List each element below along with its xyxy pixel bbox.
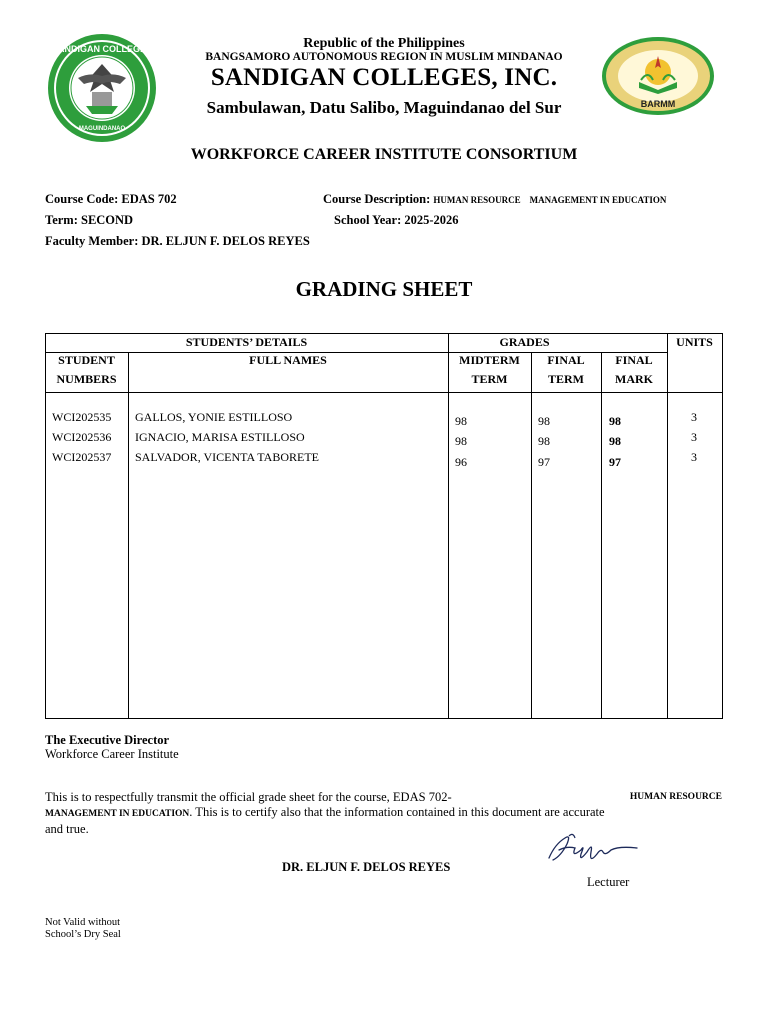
final-mark: 98 [609,414,621,428]
midterm-grade: 98 [455,434,467,448]
faculty-member: Faculty Member: DR. ELJUN F. DELOS REYES [45,234,310,248]
course-code: Course Code: EDAS 702 [45,192,177,206]
addressee-org: Workforce Career Institute [45,747,179,761]
republic-line: Republic of the Philippines [303,36,465,51]
student-numbers-header [45,351,128,389]
school-name: SANDIGAN COLLEGES, INC. [210,64,558,91]
final-term-grade: 98 [538,414,550,428]
transmittal-text-2: . This is to certify also that the information contained in this document are accurate [189,805,605,819]
midterm-grade: 96 [455,455,467,469]
final-term-grade: 97 [538,455,550,469]
school-address: Sambulawan, Datu Salibo, Maguindanao del Sur [206,98,562,117]
signatory-role: Lecturer [587,875,630,889]
term: Term: SECOND [45,213,134,227]
student-numbers-header-line2: NUMBERS [56,372,117,386]
transmittal-course-caps-1: HUMAN RESOURCE [629,792,722,802]
region-line: BANGSAMORO AUTONOMOUS REGION IN MUSLIM MINDANAO [205,51,563,63]
dry-seal-note-line2: School’s Dry Seal [45,929,121,940]
midterm-grade: 98 [455,414,467,428]
school-year: School Year: 2025-2026 [334,213,459,227]
institute-title: WORKFORCE CAREER INSTITUTE CONSORTIUM [190,146,578,163]
units: 3 [691,410,697,424]
midterm-header-line2: TERM [471,372,508,386]
final-term-header-line2: TERM [548,372,584,386]
units-header: UNITS [676,335,713,349]
student-name: GALLOS, YONIE ESTILLOSO [135,410,293,424]
addressee-title: The Executive Director [45,733,170,747]
midterm-header [448,351,531,389]
final-term-grade: 98 [538,434,550,448]
svg-text:MAGUINDANAO: MAGUINDANAO [78,126,126,132]
final-mark: 98 [609,434,621,448]
dry-seal-note [45,917,121,941]
student-number: WCI202537 [52,450,112,464]
student-numbers-header-line1: STUDENT [58,353,115,367]
final-mark-header-line1: FINAL [615,353,653,367]
course-description-value: HUMAN RESOURCE MANAGEMENT IN EDUCATION [433,195,667,205]
transmittal-text-3: and true. [45,822,89,836]
dry-seal-note-line1: Not Valid without [45,917,121,928]
grades-header: GRADES [499,335,550,349]
midterm-header-line1: MIDTERM [459,353,520,367]
course-description [323,192,666,207]
transmittal-text-1: This is to respectfully transmit the official grade sheet for the course, EDAS 702- [45,790,452,804]
signatory-name: DR. ELJUN F. DELOS REYES [282,860,451,874]
final-mark-header [601,351,667,389]
signature [545,830,640,866]
full-names-header: FULL NAMES [249,353,327,367]
student-name: IGNACIO, MARISA ESTILLOSO [135,430,305,444]
student-name: SALVADOR, VICENTA TABORETE [135,450,319,464]
svg-text:SANDIGAN COLLEGES: SANDIGAN COLLEGES [51,44,153,54]
units: 3 [691,450,697,464]
final-term-header [531,351,601,389]
student-number: WCI202535 [52,410,112,424]
final-term-header-line1: FINAL [547,353,585,367]
student-number: WCI202536 [52,430,112,444]
final-mark: 97 [609,455,621,469]
svg-text:BARMM: BARMM [640,99,676,109]
students-details-header: STUDENTS’ DETAILS [185,335,308,349]
final-mark-header-line2: MARK [615,372,653,386]
units: 3 [691,430,697,444]
transmittal-course-caps-2: MANAGEMENT IN EDUCATION [45,809,190,819]
course-description-label: Course Description: [323,192,431,206]
page-title: GRADING SHEET [295,277,473,301]
